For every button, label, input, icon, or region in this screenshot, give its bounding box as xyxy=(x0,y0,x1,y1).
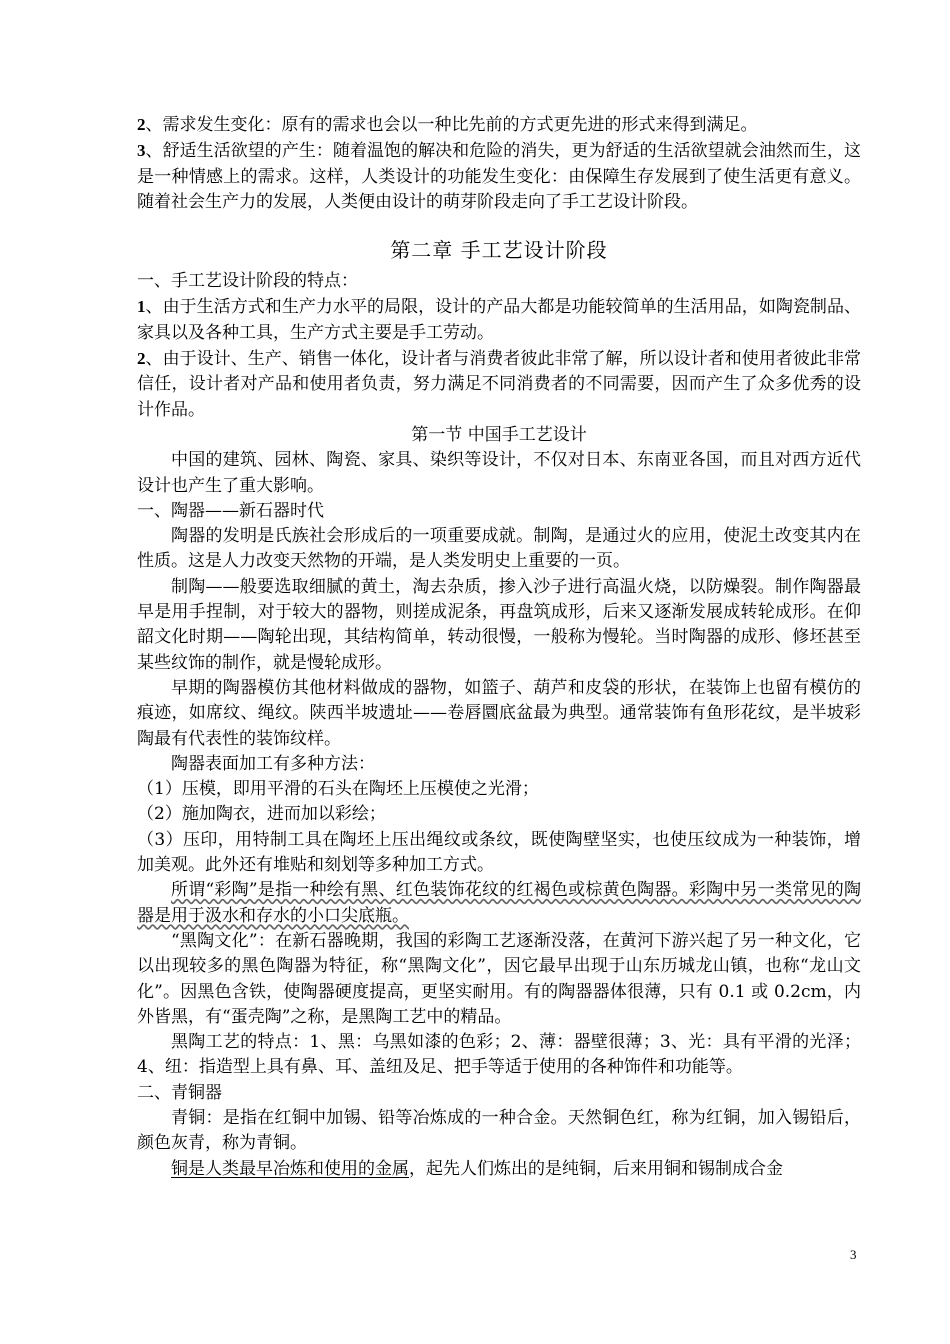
paragraph-comfort-desire: 3、舒适生活欲望的产生：随着温饱的解决和危险的消失，更为舒适的生活欲望就会油然而生，这是一种情感上的需求。这样，人类设计的功能发生变化：由保障生存发展到了使生活更有意义。随着社会生产力的发展，人类便由设计的萌芽阶段走向了手工艺设计阶段。 xyxy=(137,141,861,212)
paragraph-feature-1: 1、由于生活方式和生产力水平的局限，设计的产品大都是功能较简单的生活用品，如陶瓷制品、家具以及各种工具，生产方式主要是手工劳动。 xyxy=(137,297,861,343)
paragraph-intro: 中国的建筑、园林、陶瓷、家具、染织等设计，不仅对日本、东南亚各国，而且对西方近代设计也产生了重大影响。 xyxy=(137,450,861,496)
paragraph-pottery-making: 制陶——般要选取细腻的黄土，淘去杂质，掺入沙子进行高温火烧，以防燥裂。制作陶器最早是用手捏制，对于较大的器物，则搓成泥条，再盘筑成形，后来又逐渐发展成转轮成形。在仰韶文化时期——陶轮出现，其结构简单，转动很慢，一般称为慢轮。当时陶器的成形、修坯甚至某些纹饰的制作，就是慢轮成形。 xyxy=(137,576,861,673)
page-number: 3 xyxy=(850,1247,857,1262)
heading-bronze: 二、青铜器 xyxy=(137,1082,222,1103)
heading-pottery: 一、陶器——新石器时代 xyxy=(137,500,324,521)
chapter-title: 第二章 手工艺设计阶段 xyxy=(390,238,608,263)
paragraph-surface-methods: 陶器表面加工有多种方法： xyxy=(171,753,375,774)
method-item-3: （3）压印，用特制工具在陶坯上压出绳纹或条纹，既使陶壁坚实，也使压纹成为一种装饰，增加美观。此外还有堆贴和刻划等多种加工方式。 xyxy=(137,829,861,876)
paragraph-black-pottery: “黑陶文化”：在新石器晚期，我国的彩陶工艺逐渐没落，在黄河下游兴起了另一种文化，它以出现较多的黑色陶器为特征，称“黑陶文化”，因它最早出现于山东历城龙山镇，也称“龙山文化”。因黑色含铁，使陶器硬度提高，更坚实耐用。有的陶器器体很薄，只有 0.1 或 0.2cm，内外皆黑，有“蛋壳陶”之称，是黑陶工艺中的精品。 xyxy=(137,930,861,1027)
heading-features: 一、手工艺设计阶段的特点： xyxy=(137,271,358,292)
paragraph-demand-change: 2、需求发生变化：原有的需求也会以一种比先前的方式更先进的形式来得到满足。 xyxy=(137,115,758,135)
document-body xyxy=(137,112,861,1182)
method-item-1: （1）压模，即用平滑的石头在陶坯上压模使之光滑； xyxy=(137,779,539,800)
paragraph-early-pottery: 早期的陶器模仿其他材料做成的器物，如篮子、葫芦和皮袋的形状，在装饰上也留有模仿的痕迹，如席纹、绳纹。陕西半坡遗址——卷唇圜底盆最为典型。通常装饰有鱼形花纹，是半坡彩陶最有代表性的装饰纹样。 xyxy=(137,677,861,749)
paragraph-bronze-definition: 青铜：是指在红铜中加锡、铅等冶炼成的一种合金。天然铜色红，称为红铜，加入锡铅后，颜色灰青，称为青铜。 xyxy=(137,1107,861,1154)
paragraph-black-pottery-features: 黑陶工艺的特点：1、黑：乌黑如漆的色彩；2、薄：器壁很薄；3、光：具有平滑的光泽；4、纽：指造型上具有鼻、耳、盖纽及足、把手等适于使用的各种饰件和功能等。 xyxy=(137,1032,861,1078)
paragraph-copper-history: 铜是人类最早冶炼和使用的金属，起先人们炼出的是纯铜，后来用铜和锡制成合金 xyxy=(171,1158,783,1179)
method-item-2: （2）施加陶衣，进而加以彩绘； xyxy=(137,804,386,825)
paragraph-pottery-invention: 陶器的发明是氏族社会形成后的一项重要成就。制陶，是通过火的应用，使泥土改变其内在性质。这是人力改变天然物的开端，是人类发明史上重要的一页。 xyxy=(137,526,861,572)
paragraph-feature-2: 2、由于设计、生产、销售一体化，设计者与消费者彼此非常了解，所以设计者和使用者彼此非常信任，设计者对产品和使用者负责，努力满足不同消费者的不同需要，因而产生了众多优秀的设计作品。 xyxy=(137,349,861,420)
paragraph-painted-pottery: 所谓“彩陶”是指一种绘有黑、红色装饰花纹的红褐色或棕黄色陶器。彩陶中另一类常见的陶器是用于汲水和存水的小口尖底瓶。 xyxy=(137,880,861,926)
section-title: 第一节 中国手工艺设计 xyxy=(411,424,587,445)
